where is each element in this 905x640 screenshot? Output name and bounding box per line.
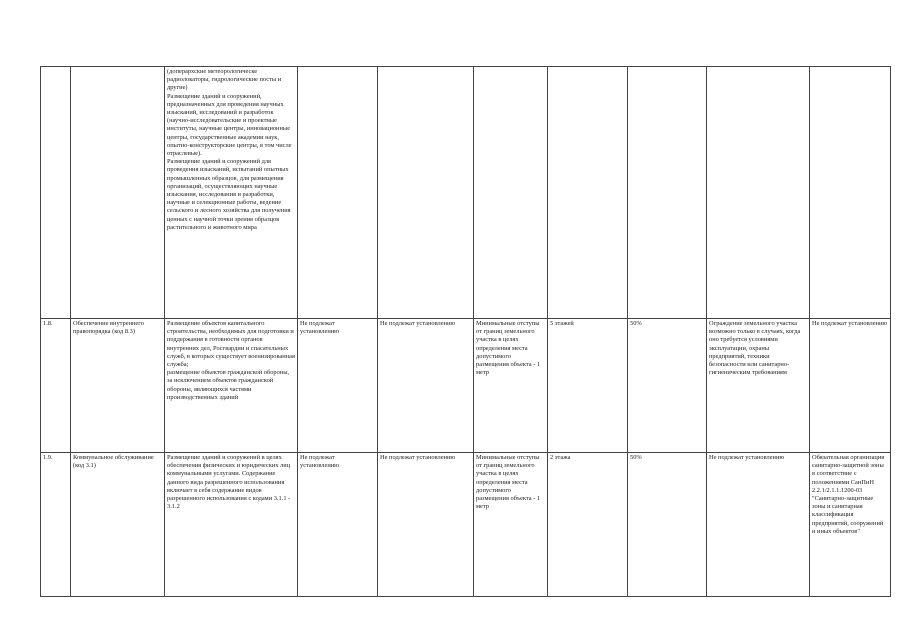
min-area-cell: Не подлежат установлению [298, 319, 378, 453]
row-number-cell: 1.9. [41, 453, 71, 597]
floors-cell: 5 этажей [548, 319, 628, 453]
max-area-cell: Не подлежат установлению [378, 453, 474, 597]
restrictions-cell: Ограждение земельного участка возможно только в случаях, когда оно требуется условиями эксплуатации, охраны предприятий, техники безопасности или санитарно-гигиеническим требованиям [707, 319, 810, 453]
table-row [41, 319, 891, 453]
table-row [41, 67, 891, 319]
use-name-cell: Обеспечение внутреннего правопорядка (код 8.3) [71, 319, 165, 453]
setback-cell: Минимальные отступы от границ земельного участка в целях определения места допустимого размещения объекта - 1 метр [474, 319, 548, 453]
use-name-cell: Коммунальное обслуживание (код 3.1) [71, 453, 165, 597]
other-cell: Обязательная организация санитарно-защитной зоны в соответствие с положениями СанПиН 2.2.1/2.1.1.1200-03 "Санитарно-защитные зоны и санитарная классификация предприятий, сооружений и иных объектов" [810, 453, 891, 597]
table-row [41, 453, 891, 597]
other-cell: Не подлежат установлению [810, 319, 891, 453]
floors-cell: 2 этажа [548, 453, 628, 597]
floors-cell [548, 67, 628, 319]
min-area-cell: Не подлежат установлению [298, 453, 378, 597]
use-description-cell: Размещение зданий и сооружений в целях обеспечения физических и юридических лиц коммунальными услугами. Содержание данного вида разрешенного использования включает в себя содержание видов разрешенного использования с кодами 3.1.1 - 3.1.2 [165, 453, 298, 597]
use-description-cell: (доперархские метеорологическе радиолокаторы, гидрологические посты и другие) Размещение зданий и сооружений, предназначенных для проведения научных изысканий, исследований и разработок (научно-исследовательские и проектные институты, научные центры, инновационные центры, государственные академии наук, опытно-конструкторские центры, в том числе отраслевые). Размещение зданий и сооружений для проведения изысканий, испытаний опытных промышленных образцов, для размещения организаций, осуществляющих научные изыскания, исследования и разработки, научные и селекционные работы, ведение сельского и лесного хозяйства для получения ценных с научной точки зрения образцов растительного и животного мира [165, 67, 298, 319]
row-number-cell: 1.8. [41, 319, 71, 453]
zoning-regulations-table [40, 66, 891, 597]
use-description-cell: Размещение объектов капитального строительства, необходимых для подготовки и поддержания в готовности органов внутренних дел, Росгвардии и спасательных служб, в которых существует военизированная служба; размещение объектов гражданской обороны, за исключением объектов гражданской обороны, являющихся частями производственных зданий [165, 319, 298, 453]
use-name-cell [71, 67, 165, 319]
setback-cell [474, 67, 548, 319]
restrictions-cell [707, 67, 810, 319]
max-area-cell: Не подлежат установлению [378, 319, 474, 453]
max-area-cell [378, 67, 474, 319]
setback-cell: Минимальные отступы от границ земельного участка в целях определения места допустимого размещения объекта - 1 метр [474, 453, 548, 597]
restrictions-cell: Не подлежат установлению [707, 453, 810, 597]
row-number-cell [41, 67, 71, 319]
coverage-cell [628, 67, 707, 319]
other-cell [810, 67, 891, 319]
min-area-cell [298, 67, 378, 319]
coverage-cell: 50% [628, 319, 707, 453]
coverage-cell: 50% [628, 453, 707, 597]
